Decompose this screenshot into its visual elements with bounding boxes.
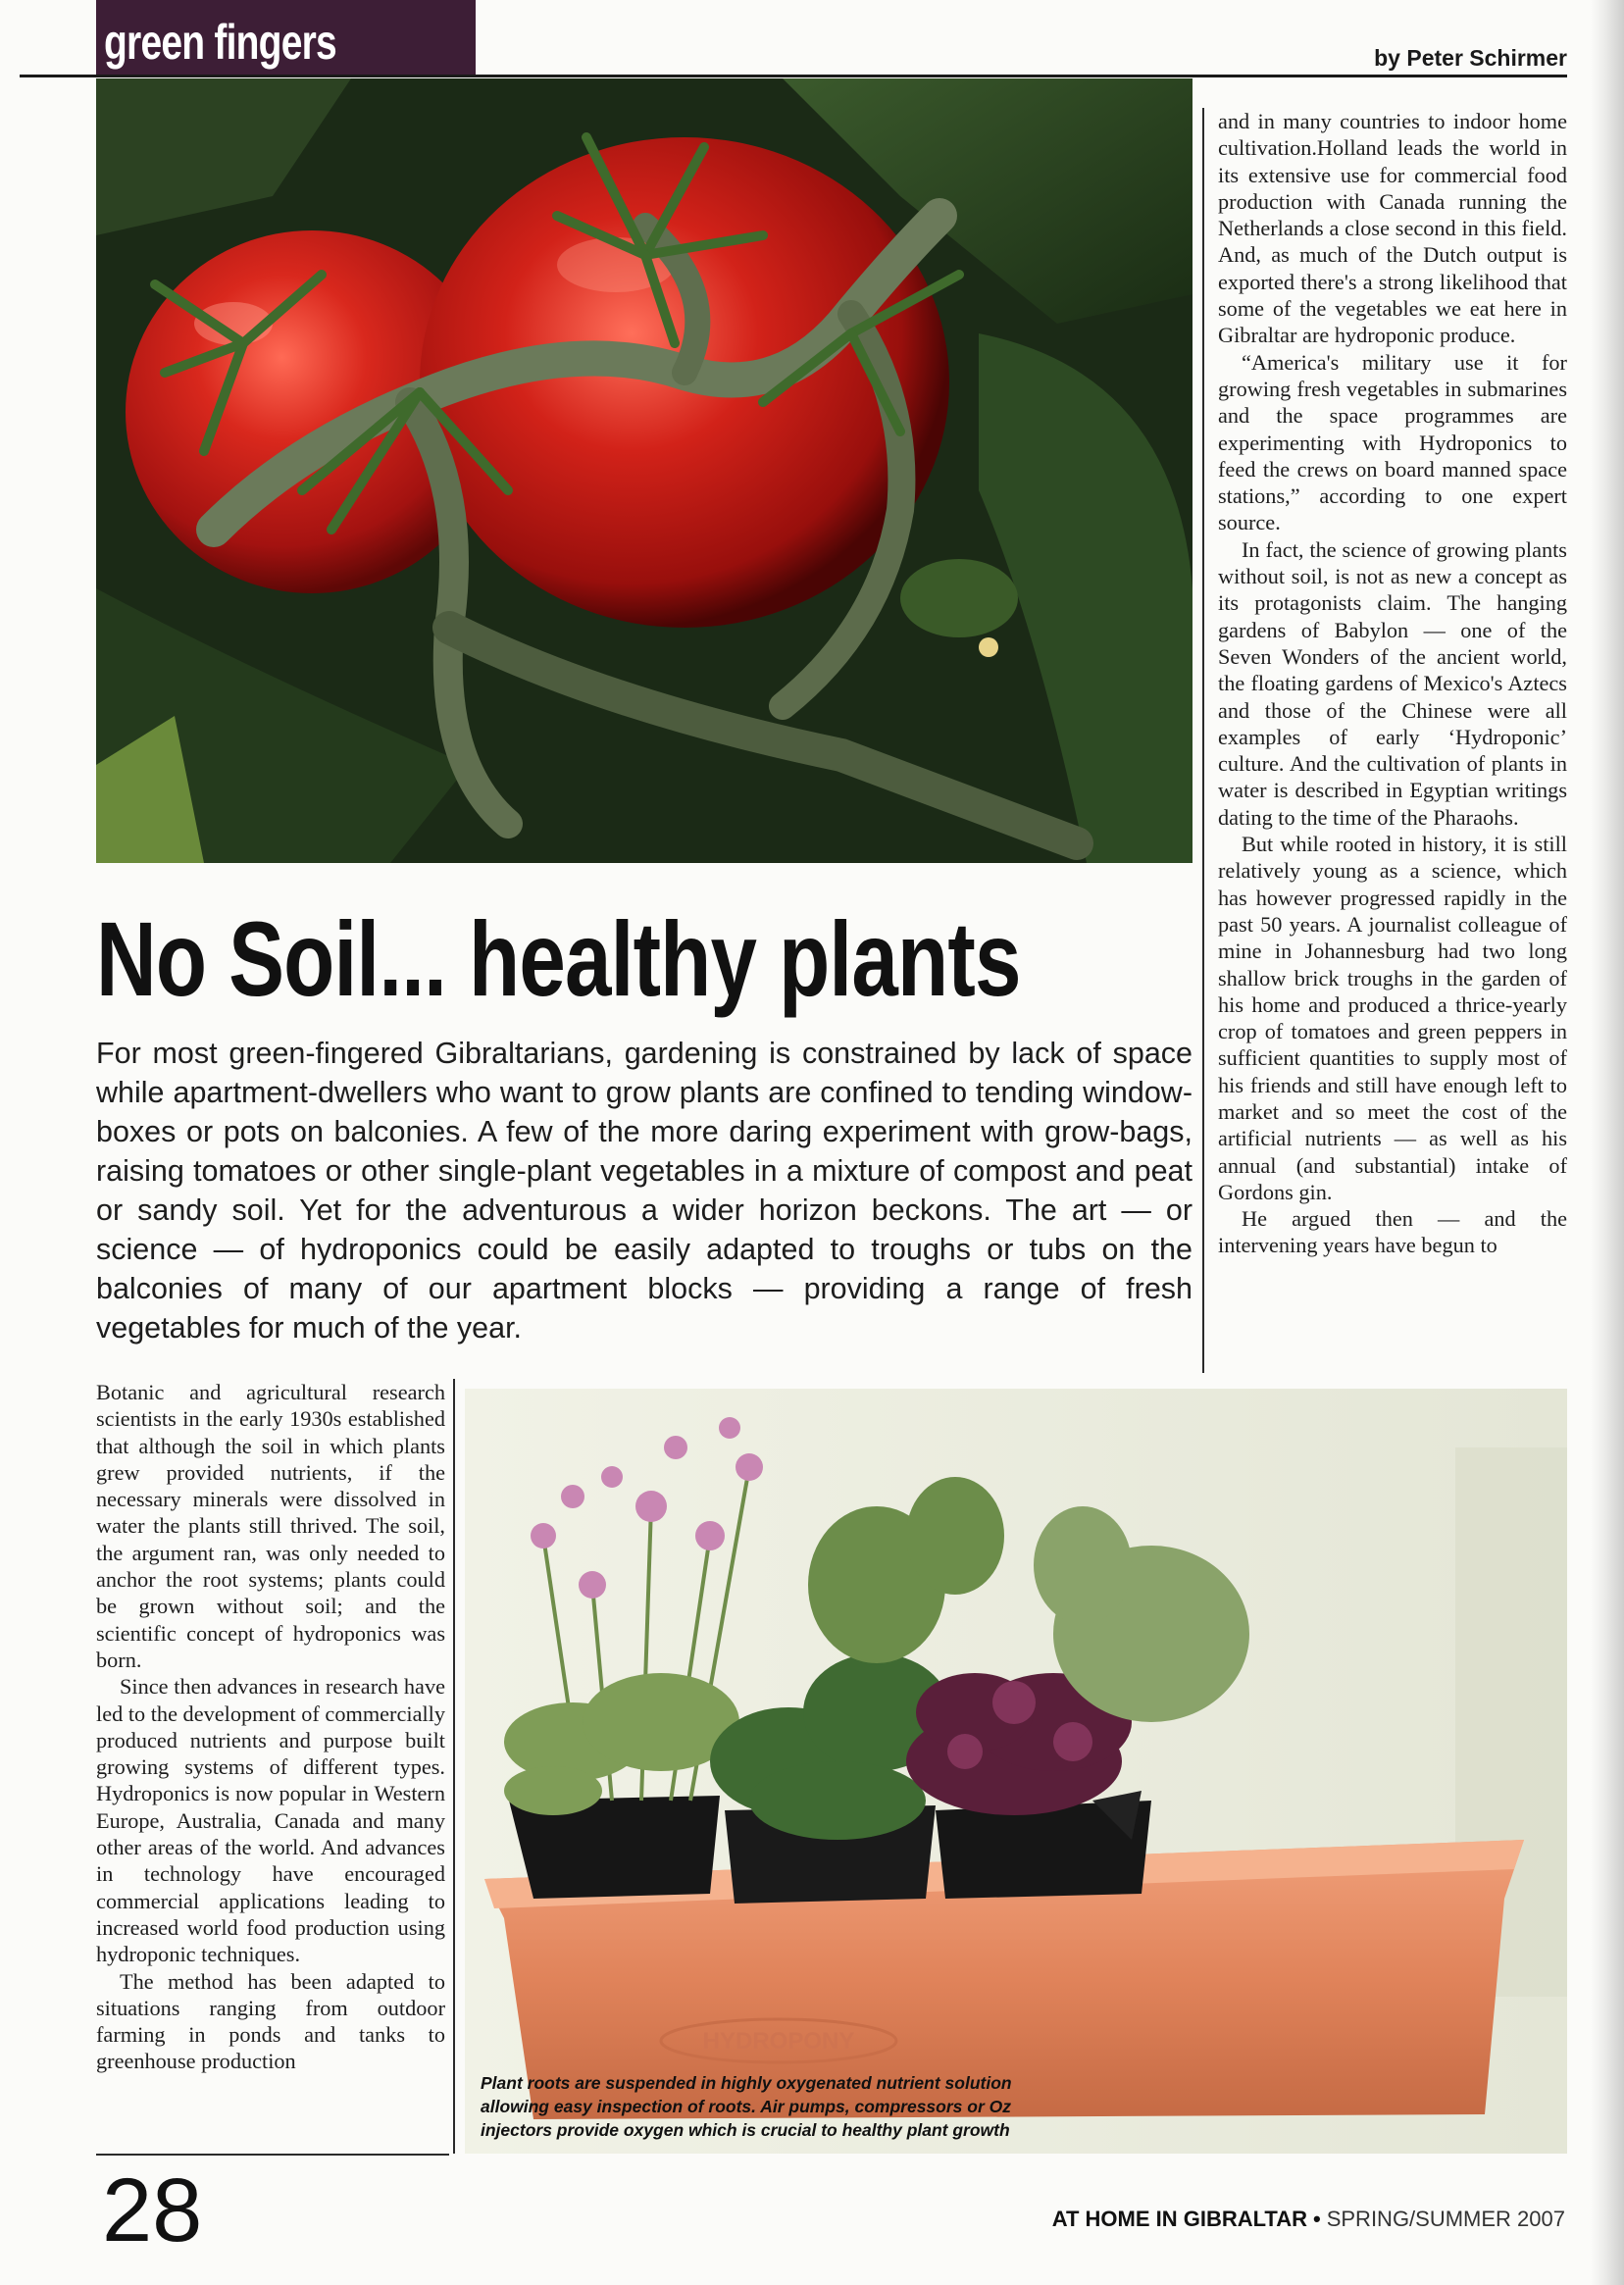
header-rule: [20, 75, 1567, 77]
hydroponic-trough-photo: [465, 1389, 1567, 2154]
article-standfirst: For most green-fingered Gibraltarians, gardening is constrained by lack of space while apartment-dwellers who want to grow plants are confined to tending window-boxes or pots on balconies. A few of the more daring experiment with grow-bags, raising tomatoes or other single-plant vegetables in a mixture of compost and peat or sandy soil. Yet for the adventurous a wider horizon beckons. The art — or science — of hydroponics could be easily adapted to troughs or tubs on the balconies of many of our apartment blocks — providing a range of fresh vegetables for much of the year.: [96, 1037, 1193, 1345]
article-paragraph: The method has been adapted to situations ranging from outdoor farming in ponds and tanks to greenhouse production: [96, 1968, 445, 2074]
article-paragraph: Since then advances in research have led to the development of commercially produced nutrients and purpose built growing systems of different types. Hydroponics is now popular in Western Europe, Australia, Canada and many other areas of the world. And advances in technology have encouraged commercial applications leading to increased world food production using hydroponic techniques.: [96, 1674, 446, 1967]
section-tab: [96, 0, 476, 75]
photo-caption: Plant roots are suspended in highly oxygenated nutrient solution allowing easy inspection of roots. Air pumps, compressors or Oz injectors provide oxygen which is crucial to healthy plant growth: [481, 2073, 1012, 2140]
article-paragraph: But while rooted in history, it is still relatively young as a science, which has however progressed rapidly in the past 50 years. A journalist colleague of mine in Johannesburg had two long shallow brick troughs in the garden of his home and produced a thrice-yearly crop of tomatoes and green peppers in sufficient quantities to supply most of his friends and still have enough left to market and so meet the cost of the artificial nutrients — as well as his annual (and substantial) intake of Gordons gin.: [1218, 832, 1567, 1204]
tomato-photo: [96, 78, 1193, 863]
tomato-illustration: [96, 78, 1193, 863]
issue-label: SPRING/SUMMER 2007: [1326, 2207, 1565, 2231]
byline: by Peter Schirmer: [1374, 45, 1567, 71]
article-headline: No Soil... healthy plants: [96, 899, 1021, 1018]
trough-illustration: [465, 1389, 1567, 2154]
article-column-left: [96, 1379, 455, 2154]
page-edge-shadow: [1591, 0, 1624, 2285]
section-title: green fingers: [104, 15, 336, 70]
page-number: 28: [102, 2160, 203, 2260]
footer-line: [1052, 2207, 1565, 2232]
article-paragraph: “America's military use it for growing fresh vegetables in submarines and the space programmes are experimenting with Hydroponics to feed the crews on board manned space stations,” according to one expert source.: [1218, 349, 1567, 535]
trough-logo: HYDROPONY: [702, 2028, 855, 2055]
footer-separator: •: [1313, 2207, 1321, 2231]
article-paragraph: He argued then — and the intervening years have begun to: [1218, 1206, 1567, 1258]
article-paragraph: In fact, the science of growing plants without soil, is not as new a concept as its protagonists claim. The hanging gardens of Babylon — one of the Seven Wonders of the ancient world, the floating gardens of Mexico's Aztecs and those of the Chinese were all examples of early ‘Hydroponic’ culture. And the cultivation of plants in water is described in Egyptian writings dating to the time of the Pharaohs.: [1218, 536, 1567, 830]
article-column-right: [1202, 108, 1567, 1373]
magazine-name: AT HOME IN GIBRALTAR: [1051, 2207, 1307, 2231]
article-paragraph: Botanic and agricultural research scientists in the early 1930s established that although the soil in which plants grew provided nutrients, if the necessary minerals were dissolved in water the plants still thrived. The soil, the argument ran, was only needed to anchor the root systems; plants could be grown without soil; and the scientific concept of hydroponics was born.: [96, 1380, 445, 1672]
column-bottom-rule: [96, 2154, 449, 2156]
article-paragraph: and in many countries to indoor home cultivation.Holland leads the world in its extensive use for commercial food production with Canada running the Netherlands a close second in this field. And, as much of the Dutch output is exported there's a strong likelihood that some of the vegetables we eat here in Gibraltar are hydroponic produce.: [1218, 109, 1567, 348]
